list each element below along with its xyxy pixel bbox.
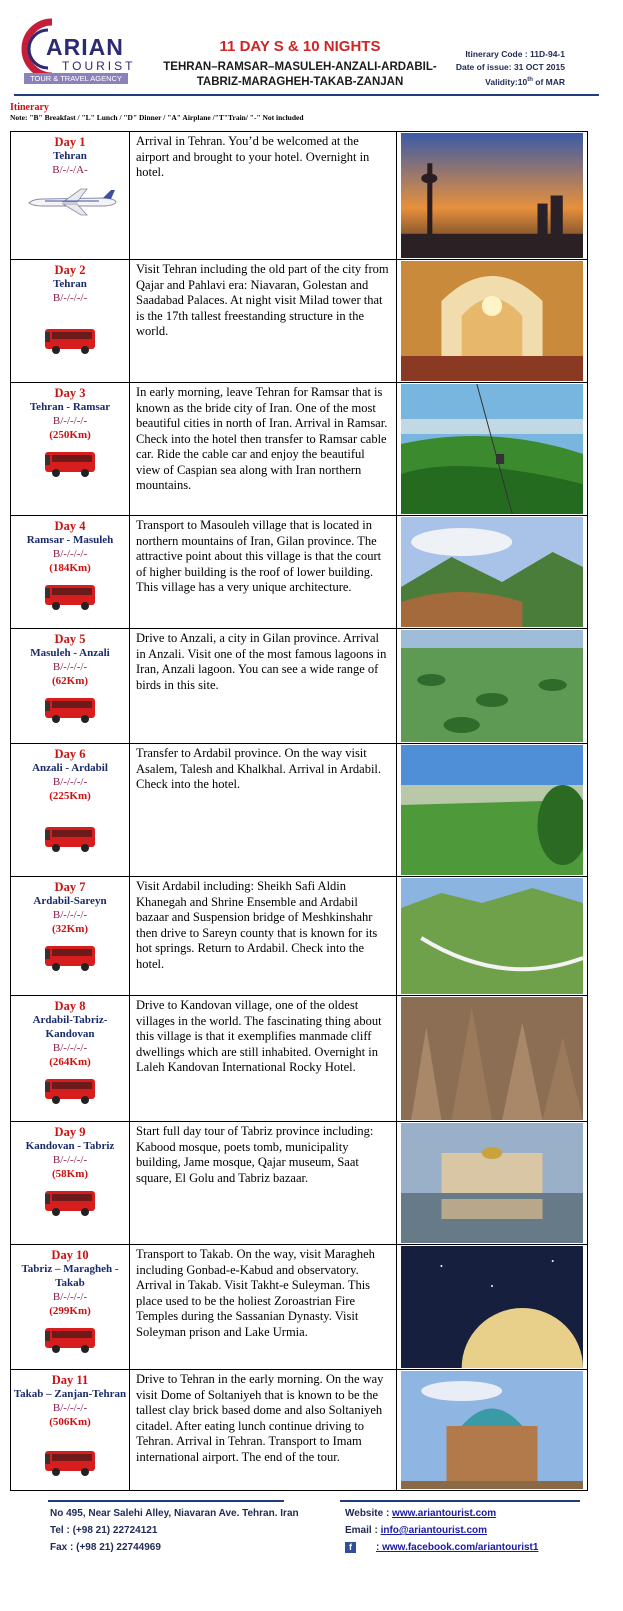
- day-route: Tehran - Ramsar: [29, 401, 111, 413]
- itinerary-note: Note: "B" Breakfast / "L" Lunch / "D" Dinner / "A" Airplane /"T"Train/ "-" Not included: [10, 113, 304, 122]
- tour-route-line2: TABRIZ-MARAGHEH-TAKAB-ZANJAN: [196, 76, 404, 88]
- day-photo: [397, 877, 588, 995]
- footer-tel: Tel : (+98 21) 22724121: [50, 1525, 158, 1536]
- day-number: Day 4: [54, 519, 86, 533]
- footer-contact: [50, 1505, 299, 1556]
- day-cell: [11, 383, 130, 515]
- footer-email-row: [345, 1522, 538, 1539]
- day-cell: [11, 1122, 130, 1244]
- airplane-icon: [23, 187, 119, 217]
- validity: Validity:10th of MAR: [485, 76, 565, 87]
- day-number: Day 2: [54, 263, 86, 277]
- ardabil-landscape-photo: [401, 745, 583, 875]
- day-distance: (184Km): [49, 562, 91, 574]
- footer-facebook-row: [345, 1539, 538, 1556]
- day-photo: [397, 996, 588, 1121]
- palace-interior-photo: [401, 261, 583, 381]
- day-distance: (506Km): [49, 1416, 91, 1428]
- day-meal: B/-/-/-/-: [52, 909, 88, 921]
- day-route: Anzali - Ardabil: [32, 762, 108, 774]
- day-cell: [11, 516, 130, 628]
- day-route: Takab – Zanjan-Tehran: [13, 1388, 127, 1400]
- tour-title: 11 DAY S & 10 NIGHTS: [219, 38, 381, 55]
- company-logo: [18, 14, 136, 84]
- day-photo: [397, 744, 588, 876]
- tour-meta: [456, 48, 565, 89]
- tehran-tower-photo: [401, 133, 583, 258]
- day-distance: (225Km): [49, 790, 91, 802]
- day-description: Drive to Anzali, a city in Gilan province. Arrival in Anzali. Visit one of the most famous lagoons in Iran, Anzali lagoon. You can see a wide range of birds in this site.: [130, 629, 397, 743]
- table-row: [11, 629, 588, 744]
- day-number: Day 6: [54, 747, 86, 761]
- logo-tagline: TOUR & TRAVEL AGENCY: [24, 73, 128, 84]
- day-route: Tabriz – Maragheh - Takab: [21, 1263, 119, 1289]
- day-cell: [11, 629, 130, 743]
- day-description: In early morning, leave Tehran for Ramsar that is known as the bride city of Iran. One of the most beautiful cities in north of Iran. Arrival in Ramsar. Check into the hotel then transfer to Ramsar cable car. Ride the cable car and enjoy the beautiful view of Caspian sea along with Iran northern mountains.: [130, 383, 397, 515]
- day-meal: B/-/-/-/-: [52, 1042, 88, 1054]
- bus-icon: [44, 1188, 96, 1218]
- anzali-lagoon-photo: [401, 630, 583, 742]
- bus-icon: [44, 1325, 96, 1355]
- day-meal: B/-/-/-/-: [52, 292, 88, 304]
- day-cell: [11, 744, 130, 876]
- day-number: Day 5: [54, 632, 86, 646]
- bus-icon: [44, 1448, 96, 1478]
- footer-address: No 495, Near Salehi Alley, Niavaran Ave. Tehran. Iran: [50, 1508, 299, 1519]
- day-cell: [11, 996, 130, 1121]
- day-number: Day 7: [54, 880, 86, 894]
- day-description: Drive to Tehran in the early morning. On the way visit Dome of Soltaniyeh that is known to be the tallest clay brick based dome and also Soltaniyeh citadel. After eating lunch continue driving to Tehran. Arrival in Tehran. Transport to Imam international airport. The end of the tour.: [130, 1370, 397, 1490]
- footer-fax: Fax : (+98 21) 22744969: [50, 1542, 161, 1553]
- email-label: Email :: [345, 1525, 381, 1536]
- website-link[interactable]: www.ariantourist.com: [392, 1508, 497, 1519]
- footer-website-row: [345, 1505, 538, 1522]
- bus-icon: [44, 449, 96, 479]
- suspension-bridge-photo: [401, 878, 583, 994]
- issue-date: Date of issue: 31 OCT 2015: [455, 62, 565, 72]
- day-description: Drive to Kandovan village, one of the oldest villages in the world. The fascinating thing about this village is that it exemplifies manmade cliff dwellings which are still inhabited. Overnight in Laleh Kandovan International Rocky Hotel.: [130, 996, 397, 1121]
- soltaniyeh-dome-photo: [401, 1371, 583, 1489]
- masuleh-village-photo: [401, 517, 583, 627]
- bus-icon: [44, 824, 96, 854]
- day-distance: (58Km): [51, 1168, 89, 1180]
- header-divider: [14, 94, 599, 96]
- table-row: [11, 516, 588, 629]
- day-photo: [397, 1370, 588, 1490]
- day-number: Day 9: [54, 1125, 86, 1139]
- footer-online: [345, 1505, 538, 1556]
- observatory-dome-photo: [401, 1246, 583, 1368]
- email-link[interactable]: info@ariantourist.com: [380, 1525, 488, 1536]
- table-row: [11, 744, 588, 877]
- day-meal: B/-/-/-/-: [52, 776, 88, 788]
- day-meal: B/-/-/-/-: [52, 1291, 88, 1303]
- day-photo: [397, 516, 588, 628]
- day-route: Kandovan - Tabriz: [25, 1140, 115, 1152]
- itinerary-label: Itinerary: [10, 102, 49, 113]
- facebook-icon: f: [345, 1542, 356, 1553]
- day-distance: (299Km): [49, 1305, 91, 1317]
- day-description: Transfer to Ardabil province. On the way visit Asalem, Talesh and Khalkhal. Arrival in Ardabil. Check into the hotel.: [130, 744, 397, 876]
- day-number: Day 1: [54, 135, 86, 149]
- day-photo: [397, 383, 588, 515]
- day-meal: B/-/-/-/-: [52, 548, 88, 560]
- table-row: [11, 996, 588, 1122]
- website-label: Website :: [345, 1508, 393, 1519]
- kandovan-village-photo: [401, 997, 583, 1120]
- day-description: Transport to Takab. On the way, visit Maragheh including Gonbad-e-Kabud and observatory. Arrival in Takab. Visit Takht-e Suleyman. This place used to be the holiest Zoroastrian Fire Temples during the Sassanian Dynasty. Visit Soleyman prison and Lake Urmia.: [130, 1245, 397, 1369]
- day-photo: [397, 629, 588, 743]
- day-meal: B/-/-/A-: [52, 164, 88, 176]
- day-route: Masuleh - Anzali: [30, 647, 110, 659]
- day-description: Visit Ardabil including: Sheikh Safi Aldin Khanegah and Shrine Ensemble and Ardabil bazaar and Suspension bridge of Meshkinshahr then drive to Sareyn county that is known for its hot springs. Return to Ardabil. Check into the hotel.: [130, 877, 397, 995]
- day-number: Day 11: [51, 1373, 89, 1387]
- table-row: [11, 1122, 588, 1245]
- day-cell: [11, 877, 130, 995]
- day-cell: [11, 1245, 130, 1369]
- day-photo: [397, 1122, 588, 1244]
- day-description: Arrival in Tehran. You’d be welcomed at the airport and brought to your hotel. Overnight in hotel.: [130, 132, 397, 259]
- day-distance: (62Km): [51, 675, 89, 687]
- day-route: Ardabil-Sareyn: [33, 895, 107, 907]
- table-row: [11, 132, 588, 260]
- day-photo: [397, 260, 588, 382]
- day-meal: B/-/-/-/-: [52, 415, 88, 427]
- day-number: Day 3: [54, 386, 86, 400]
- day-cell: [11, 1370, 130, 1490]
- itinerary-table: [10, 131, 588, 1491]
- tabriz-pavilion-photo: [401, 1123, 583, 1243]
- logo-brand-name: ARIAN: [46, 34, 124, 60]
- day-meal: B/-/-/-/-: [52, 661, 88, 673]
- day-route: Ramsar - Masuleh: [26, 534, 114, 546]
- footer-divider-left: [48, 1500, 284, 1502]
- day-cell: [11, 132, 130, 259]
- tour-route: [138, 60, 462, 90]
- table-row: [11, 260, 588, 383]
- day-description: Transport to Masouleh village that is located in northern mountains of Iran, Gilan province. The attractive point about this village is that the court of higher building is the roof of lower building. This village has a very unique architecture.: [130, 516, 397, 628]
- day-route: Tehran: [53, 278, 87, 290]
- day-photo: [397, 132, 588, 259]
- itinerary-code: Itinerary Code : 11D-94-1: [465, 49, 565, 59]
- day-photo: [397, 1245, 588, 1369]
- day-cell: [11, 260, 130, 382]
- tour-route-line1: TEHRAN–RAMSAR–MASULEH-ANZALI-ARDABIL-: [163, 61, 437, 73]
- day-number: Day 8: [54, 999, 86, 1013]
- cable-car-photo: [401, 384, 583, 514]
- table-row: [11, 383, 588, 516]
- table-row: [11, 1370, 588, 1491]
- day-description: Start full day tour of Tabriz province including: Kabood mosque, poets tomb, municipality building, Jame mosque, Qajar museum, Saat square, El Golu and Tabriz bazaar.: [130, 1122, 397, 1244]
- footer-divider-right: [340, 1500, 580, 1502]
- header: [0, 0, 623, 100]
- table-row: [11, 877, 588, 996]
- bus-icon: [44, 695, 96, 725]
- facebook-link[interactable]: : www.facebook.com/ariantourist1: [376, 1542, 539, 1553]
- logo-brand-sub: TOURIST: [62, 59, 136, 73]
- day-distance: (32Km): [51, 923, 89, 935]
- bus-icon: [44, 1076, 96, 1106]
- day-meal: B/-/-/-/-: [52, 1402, 88, 1414]
- day-route: Ardabil-Tabriz-Kandovan: [32, 1014, 108, 1040]
- bus-icon: [44, 943, 96, 973]
- day-route: Tehran: [53, 150, 87, 162]
- day-distance: (264Km): [49, 1056, 91, 1068]
- day-meal: B/-/-/-/-: [52, 1154, 88, 1166]
- day-number: Day 10: [51, 1248, 89, 1262]
- table-row: [11, 1245, 588, 1370]
- bus-icon: [44, 582, 96, 612]
- bus-icon: [44, 326, 96, 356]
- day-distance: (250Km): [49, 429, 91, 441]
- day-description: Visit Tehran including the old part of the city from Qajar and Pahlavi era: Niavaran, Golestan and Saadabad Palaces. At night visit Milad tower that is the 17th tallest freestanding structure in the world.: [130, 260, 397, 382]
